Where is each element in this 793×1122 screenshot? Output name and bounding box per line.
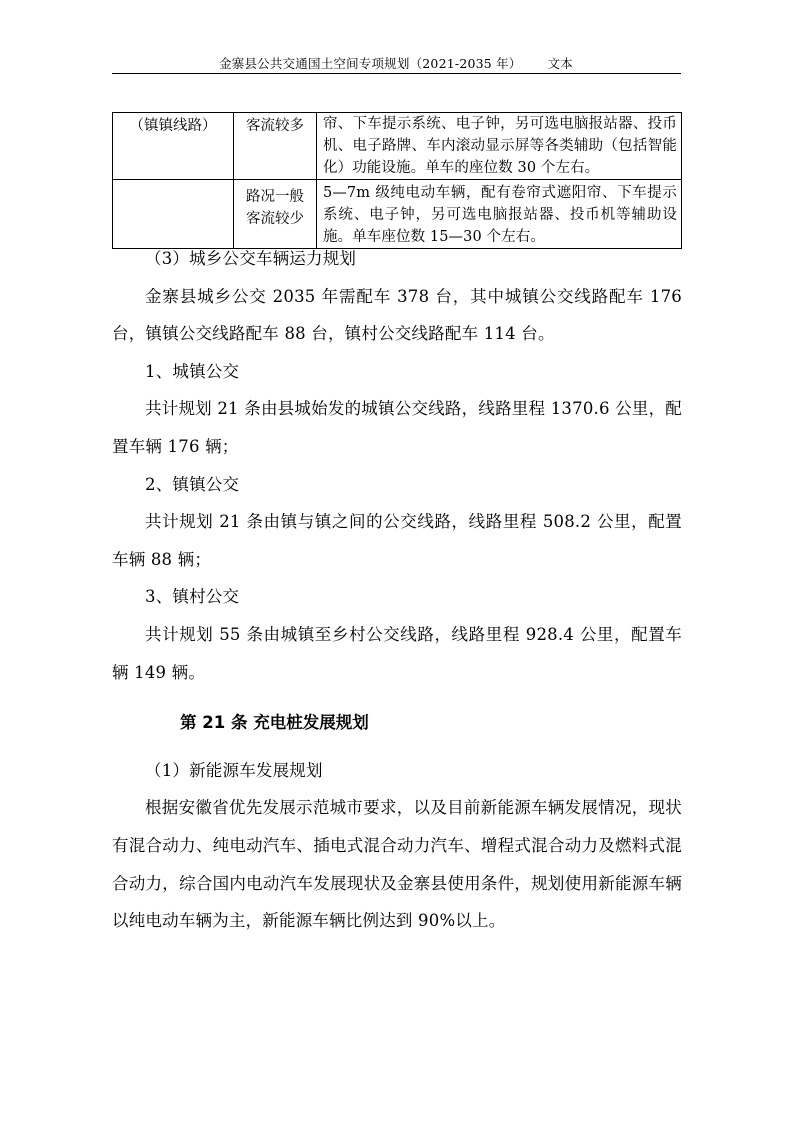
table-cell-config: 帘、下车提示系统、电子钟，另可选电脑报站器、投币机、电子路牌、车内滚动显示屏等各类辅助（包括智能化）功能设施。单车的座位数 30 个左右。: [317, 113, 682, 180]
table-row: [113, 113, 682, 180]
subsection-heading: 2、镇镇公交: [145, 474, 240, 494]
paragraph: 根据安徽省优先发展示范城市要求，以及目前新能源车辆发展情况，现状有混合动力、纯电动汽车、插电式混合动力汽车、增程式混合动力及燃料式混合动力，综合国内电动汽车发展现状及金寨县使用条件，规划使用新能源车辆以纯电动车辆为主，新能源车辆比例达到 90%以上。: [112, 798, 682, 931]
paragraph: 共计规划 55 条由城镇至乡村公交线路，线路里程 928.4 公里，配置车辆 149 辆。: [112, 624, 682, 682]
header-label: 文本: [547, 56, 573, 71]
header-rule: [112, 73, 681, 74]
route-type-text: （镇镇线路）: [129, 118, 217, 134]
table-cell-route-type: [113, 113, 234, 180]
section-heading: （3）城乡公交车辆运力规划: [145, 249, 357, 268]
condition-text: [234, 180, 316, 230]
paragraph: 金寨县城乡公交 2035 年需配车 378 台，其中城镇公交线路配车 176 台，镇镇公交线路配车 88 台，镇村公交线路配车 114 台。: [112, 286, 682, 344]
table-cell-condition: [234, 180, 317, 249]
subsection-heading: 1、城镇公交: [145, 361, 240, 381]
table-row: [113, 180, 682, 249]
document-body: [112, 240, 682, 940]
table-cell-config: 5—7m 级纯电动车辆，配有卷帘式遮阳帘、下车提示系统、电子钟，另可选电脑报站器、投币机等辅助设施。单车座位数 15—30 个左右。: [317, 180, 682, 249]
header-title: 金寨县公共交通国土空间专项规划（2021-2035 年）: [219, 56, 522, 71]
condition-line: 路况一般: [246, 189, 304, 205]
vehicle-config-table: [112, 112, 682, 249]
paragraph: 共计规划 21 条由镇与镇之间的公交线路，线路里程 508.2 公里，配置车辆 88 辆；: [112, 512, 682, 569]
page-header: [112, 54, 680, 72]
condition-text: 客流较多: [246, 118, 304, 134]
article-heading: 第 21 条 充电桩发展规划: [180, 713, 369, 733]
section-heading: （1）新能源车发展规划: [145, 760, 323, 780]
table-cell-condition: [234, 113, 317, 180]
paragraph: 共计规划 21 条由县城始发的城镇公交线路，线路里程 1370.6 公里，配置车辆 176 辆；: [112, 399, 682, 456]
condition-line: 客流较少: [246, 211, 304, 227]
table-cell-route-type: [113, 180, 234, 249]
subsection-heading: 3、镇村公交: [145, 587, 240, 607]
